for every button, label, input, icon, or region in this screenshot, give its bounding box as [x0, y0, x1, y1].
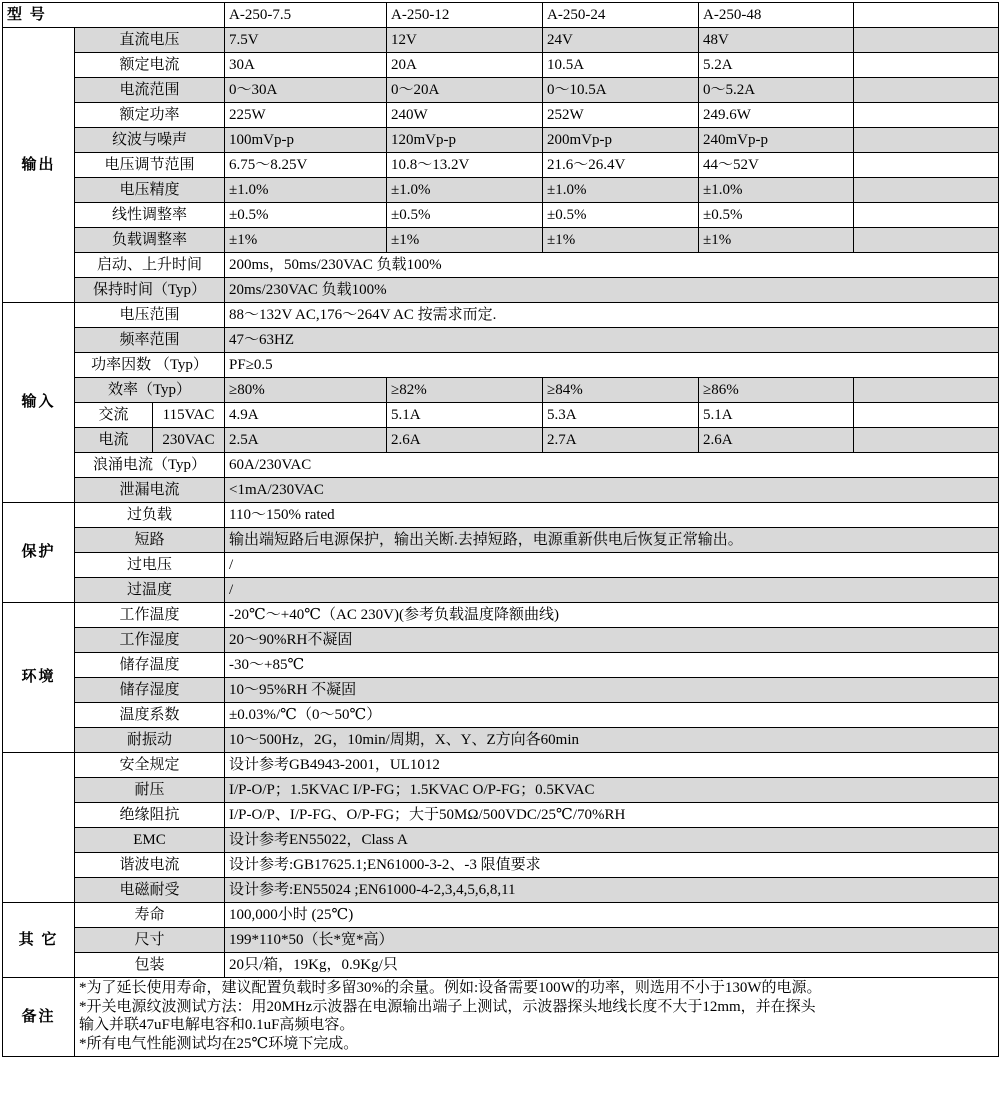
table-row-harmonic-current	[3, 853, 999, 878]
cell-short-circuit: 输出端短路后电源保护，输出关断.去掉短路，电源重新供电后恢复正常输出。	[225, 528, 999, 553]
cell-dc-voltage-tail	[854, 28, 999, 53]
row-label-hold-time: 保持时间（Typ）	[75, 278, 225, 303]
cell-harmonic-current: 设计参考:GB17625.1;EN61000-3-2、-3 限值要求	[225, 853, 999, 878]
model-value-4: A-250-48	[699, 3, 854, 28]
row-label-temperature-coefficient: 温度系数	[75, 703, 225, 728]
cell-rated-power-1: 225W	[225, 103, 387, 128]
cell-emi-immunity: 设计参考:EN55024 ;EN61000-4-2,3,4,5,6,8,11	[225, 878, 999, 903]
cell-dc-voltage-4: 48V	[699, 28, 854, 53]
group-label-safety	[3, 753, 75, 903]
row-label-power-factor: 功率因数 （Typ）	[75, 353, 225, 378]
table-row-load-regulation	[3, 228, 999, 253]
cell-input-voltage-range: 88～132V AC,176～264V AC 按需求而定.	[225, 303, 999, 328]
table-row-frequency-range	[3, 328, 999, 353]
cell-current-range-tail	[854, 78, 999, 103]
cell-efficiency-tail	[854, 378, 999, 403]
row-label-ac: 交流	[75, 403, 153, 428]
cell-voltage-adjust-2: 10.8～13.2V	[387, 153, 543, 178]
table-row-ac-current-230	[3, 428, 999, 453]
row-label-packaging: 包装	[75, 953, 225, 978]
cell-inrush-current: 60A/230VAC	[225, 453, 999, 478]
group-label-environment: 环境	[3, 603, 75, 753]
row-label-input-voltage-range: 电压范围	[75, 303, 225, 328]
cell-frequency-range: 47～63HZ	[225, 328, 999, 353]
cell-startup-rise-time: 200ms，50ms/230VAC 负载100%	[225, 253, 999, 278]
cell-line-regulation-1: ±0.5%	[225, 203, 387, 228]
row-label-load-regulation: 负载调整率	[75, 228, 225, 253]
table-row-storage-temperature	[3, 653, 999, 678]
cell-safety-standard: 设计参考GB4943-2001，UL1012	[225, 753, 999, 778]
group-label-protection: 保护	[3, 503, 75, 603]
cell-ac-115-3: 5.3A	[543, 403, 699, 428]
cell-ripple-noise-4: 240mVp-p	[699, 128, 854, 153]
cell-dc-voltage-3: 24V	[543, 28, 699, 53]
cell-efficiency-3: ≥84%	[543, 378, 699, 403]
cell-ac-230-3: 2.7A	[543, 428, 699, 453]
row-label-rated-current: 额定电流	[75, 53, 225, 78]
cell-over-voltage: /	[225, 553, 999, 578]
row-label-harmonic-current: 谐波电流	[75, 853, 225, 878]
table-row-vibration	[3, 728, 999, 753]
group-label-remark: 备注	[3, 978, 75, 1057]
cell-dc-voltage-2: 12V	[387, 28, 543, 53]
model-value-3: A-250-24	[543, 3, 699, 28]
cell-rated-power-2: 240W	[387, 103, 543, 128]
remark-line-3: 输入并联47uF电解电容和0.1uF高频电容。	[79, 1017, 355, 1033]
cell-voltage-adjust-tail	[854, 153, 999, 178]
remark-line-1: *为了延长使用寿命，建议配置负载时多留30%的余量。例如:设备需要100W的功率，则选用不小于130W的电源。	[79, 980, 822, 996]
cell-rated-current-2: 20A	[387, 53, 543, 78]
table-row-storage-humidity	[3, 678, 999, 703]
table-row-remark	[3, 978, 999, 1057]
table-row-power-factor	[3, 353, 999, 378]
table-row-over-temperature	[3, 578, 999, 603]
cell-rated-current-tail	[854, 53, 999, 78]
row-label-over-voltage: 过电压	[75, 553, 225, 578]
cell-lifetime: 100,000小时 (25℃)	[225, 903, 999, 928]
row-label-safety-standard: 安全规定	[75, 753, 225, 778]
cell-voltage-adjust-4: 44～52V	[699, 153, 854, 178]
table-row-inrush-current	[3, 453, 999, 478]
row-label-insulation-resistance: 绝缘阻抗	[75, 803, 225, 828]
row-label-dimensions: 尺寸	[75, 928, 225, 953]
cell-voltage-accuracy-tail	[854, 178, 999, 203]
row-sublabel-115vac: 115VAC	[153, 403, 225, 428]
row-label-startup-rise-time: 启动、上升时间	[75, 253, 225, 278]
cell-ac-115-2: 5.1A	[387, 403, 543, 428]
row-label-current-range: 电流范围	[75, 78, 225, 103]
remark-content	[75, 978, 999, 1057]
cell-ac-230-tail	[854, 428, 999, 453]
cell-over-temperature: /	[225, 578, 999, 603]
row-label-emc: EMC	[75, 828, 225, 853]
row-label-lifetime: 寿命	[75, 903, 225, 928]
cell-vibration: 10～500Hz，2G，10min/周期，X、Y、Z方向各60min	[225, 728, 999, 753]
table-row-rated-current	[3, 53, 999, 78]
cell-operating-humidity: 20～90%RH不凝固	[225, 628, 999, 653]
row-label-efficiency: 效率（Typ）	[75, 378, 225, 403]
table-row-emc	[3, 828, 999, 853]
table-row-emi-immunity	[3, 878, 999, 903]
cell-packaging: 20只/箱，19Kg，0.9Kg/只	[225, 953, 999, 978]
cell-line-regulation-tail	[854, 203, 999, 228]
table-row-temperature-coefficient	[3, 703, 999, 728]
cell-rated-power-tail	[854, 103, 999, 128]
cell-overload: 110～150% rated	[225, 503, 999, 528]
cell-dimensions: 199*110*50（长*宽*高）	[225, 928, 999, 953]
table-row-current-range	[3, 78, 999, 103]
cell-ripple-noise-2: 120mVp-p	[387, 128, 543, 153]
cell-rated-current-3: 10.5A	[543, 53, 699, 78]
row-label-leakage-current: 泄漏电流	[75, 478, 225, 503]
cell-current-range-1: 0～30A	[225, 78, 387, 103]
row-label-voltage-adjust-range: 电压调节范围	[75, 153, 225, 178]
model-label: 型 号	[3, 3, 225, 28]
table-row-lifetime	[3, 903, 999, 928]
cell-voltage-accuracy-1: ±1.0%	[225, 178, 387, 203]
cell-storage-humidity: 10～95%RH 不凝固	[225, 678, 999, 703]
row-label-dc-voltage: 直流电压	[75, 28, 225, 53]
cell-voltage-adjust-1: 6.75～8.25V	[225, 153, 387, 178]
row-label-over-temperature: 过温度	[75, 578, 225, 603]
table-row-rated-power	[3, 103, 999, 128]
cell-ac-230-4: 2.6A	[699, 428, 854, 453]
table-row-input-voltage-range	[3, 303, 999, 328]
table-row-hold-time	[3, 278, 999, 303]
cell-line-regulation-4: ±0.5%	[699, 203, 854, 228]
cell-current-range-4: 0～5.2A	[699, 78, 854, 103]
table-row-line-regulation	[3, 203, 999, 228]
table-row-voltage-adjust-range	[3, 153, 999, 178]
row-label-rated-power: 额定功率	[75, 103, 225, 128]
cell-hold-time: 20ms/230VAC 负载100%	[225, 278, 999, 303]
table-row-short-circuit	[3, 528, 999, 553]
cell-temperature-coefficient: ±0.03%/℃（0～50℃）	[225, 703, 999, 728]
model-value-2: A-250-12	[387, 3, 543, 28]
cell-efficiency-2: ≥82%	[387, 378, 543, 403]
row-label-current: 电流	[75, 428, 153, 453]
row-label-operating-temperature: 工作温度	[75, 603, 225, 628]
group-label-output: 输出	[3, 28, 75, 303]
remark-line-2: *开关电源纹波测试方法：用20MHz示波器在电源输出端子上测试，示波器探头地线长度不大于12mm，并在探头	[79, 998, 816, 1015]
table-row-startup-rise-time	[3, 253, 999, 278]
cell-operating-temperature: -20℃～+40℃（AC 230V)(参考负载温度降额曲线)	[225, 603, 999, 628]
table-row-dimensions	[3, 928, 999, 953]
cell-ripple-noise-1: 100mVp-p	[225, 128, 387, 153]
cell-voltage-accuracy-4: ±1.0%	[699, 178, 854, 203]
table-row-operating-humidity	[3, 628, 999, 653]
cell-ac-115-tail	[854, 403, 999, 428]
group-label-other: 其 它	[3, 903, 75, 978]
table-row-withstand-voltage	[3, 778, 999, 803]
remark-line-4: *所有电气性能测试均在25℃环境下完成。	[79, 1035, 359, 1052]
cell-efficiency-4: ≥86%	[699, 378, 854, 403]
cell-rated-current-1: 30A	[225, 53, 387, 78]
row-label-storage-temperature: 储存温度	[75, 653, 225, 678]
cell-load-regulation-3: ±1%	[543, 228, 699, 253]
cell-ac-115-1: 4.9A	[225, 403, 387, 428]
cell-rated-current-4: 5.2A	[699, 53, 854, 78]
cell-current-range-2: 0～20A	[387, 78, 543, 103]
cell-line-regulation-2: ±0.5%	[387, 203, 543, 228]
cell-ac-115-4: 5.1A	[699, 403, 854, 428]
cell-rated-power-3: 252W	[543, 103, 699, 128]
cell-current-range-3: 0～10.5A	[543, 78, 699, 103]
row-sublabel-230vac: 230VAC	[153, 428, 225, 453]
row-label-voltage-accuracy: 电压精度	[75, 178, 225, 203]
table-row-overload	[3, 503, 999, 528]
cell-voltage-accuracy-3: ±1.0%	[543, 178, 699, 203]
cell-voltage-accuracy-2: ±1.0%	[387, 178, 543, 203]
table-row-efficiency	[3, 378, 999, 403]
cell-efficiency-1: ≥80%	[225, 378, 387, 403]
cell-power-factor: PF≥0.5	[225, 353, 999, 378]
table-row-insulation-resistance	[3, 803, 999, 828]
table-row-over-voltage	[3, 553, 999, 578]
model-value-1: A-250-7.5	[225, 3, 387, 28]
row-label-short-circuit: 短路	[75, 528, 225, 553]
table-row-leakage-current	[3, 478, 999, 503]
cell-dc-voltage-1: 7.5V	[225, 28, 387, 53]
table-row-dc-voltage	[3, 28, 999, 53]
row-label-operating-humidity: 工作湿度	[75, 628, 225, 653]
row-label-storage-humidity: 储存湿度	[75, 678, 225, 703]
row-label-emi-immunity: 电磁耐受	[75, 878, 225, 903]
cell-emc: 设计参考EN55022，Class A	[225, 828, 999, 853]
row-label-inrush-current: 浪涌电流（Typ）	[75, 453, 225, 478]
cell-load-regulation-1: ±1%	[225, 228, 387, 253]
cell-ripple-noise-3: 200mVp-p	[543, 128, 699, 153]
table-row-model	[3, 3, 999, 28]
cell-voltage-adjust-3: 21.6～26.4V	[543, 153, 699, 178]
table-row-voltage-accuracy	[3, 178, 999, 203]
row-label-overload: 过负载	[75, 503, 225, 528]
table-row-operating-temperature	[3, 603, 999, 628]
row-label-frequency-range: 频率范围	[75, 328, 225, 353]
specification-table	[2, 2, 999, 1057]
cell-load-regulation-tail	[854, 228, 999, 253]
table-row-ac-current-115	[3, 403, 999, 428]
table-row-safety-standard	[3, 753, 999, 778]
cell-insulation-resistance: I/P-O/P、I/P-FG、O/P-FG；大于50MΩ/500VDC/25℃/70%RH	[225, 803, 999, 828]
cell-line-regulation-3: ±0.5%	[543, 203, 699, 228]
table-row-packaging	[3, 953, 999, 978]
cell-storage-temperature: -30～+85℃	[225, 653, 999, 678]
cell-withstand-voltage: I/P-O/P；1.5KVAC I/P-FG；1.5KVAC O/P-FG；0.5KVAC	[225, 778, 999, 803]
cell-rated-power-4: 249.6W	[699, 103, 854, 128]
cell-leakage-current: <1mA/230VAC	[225, 478, 999, 503]
table-row-ripple-noise	[3, 128, 999, 153]
row-label-line-regulation: 线性调整率	[75, 203, 225, 228]
cell-load-regulation-2: ±1%	[387, 228, 543, 253]
model-value-tail	[854, 3, 999, 28]
cell-ripple-noise-tail	[854, 128, 999, 153]
row-label-withstand-voltage: 耐压	[75, 778, 225, 803]
cell-ac-230-1: 2.5A	[225, 428, 387, 453]
cell-ac-230-2: 2.6A	[387, 428, 543, 453]
group-label-input: 输入	[3, 303, 75, 503]
cell-load-regulation-4: ±1%	[699, 228, 854, 253]
row-label-vibration: 耐振动	[75, 728, 225, 753]
row-label-ripple-noise: 纹波与噪声	[75, 128, 225, 153]
